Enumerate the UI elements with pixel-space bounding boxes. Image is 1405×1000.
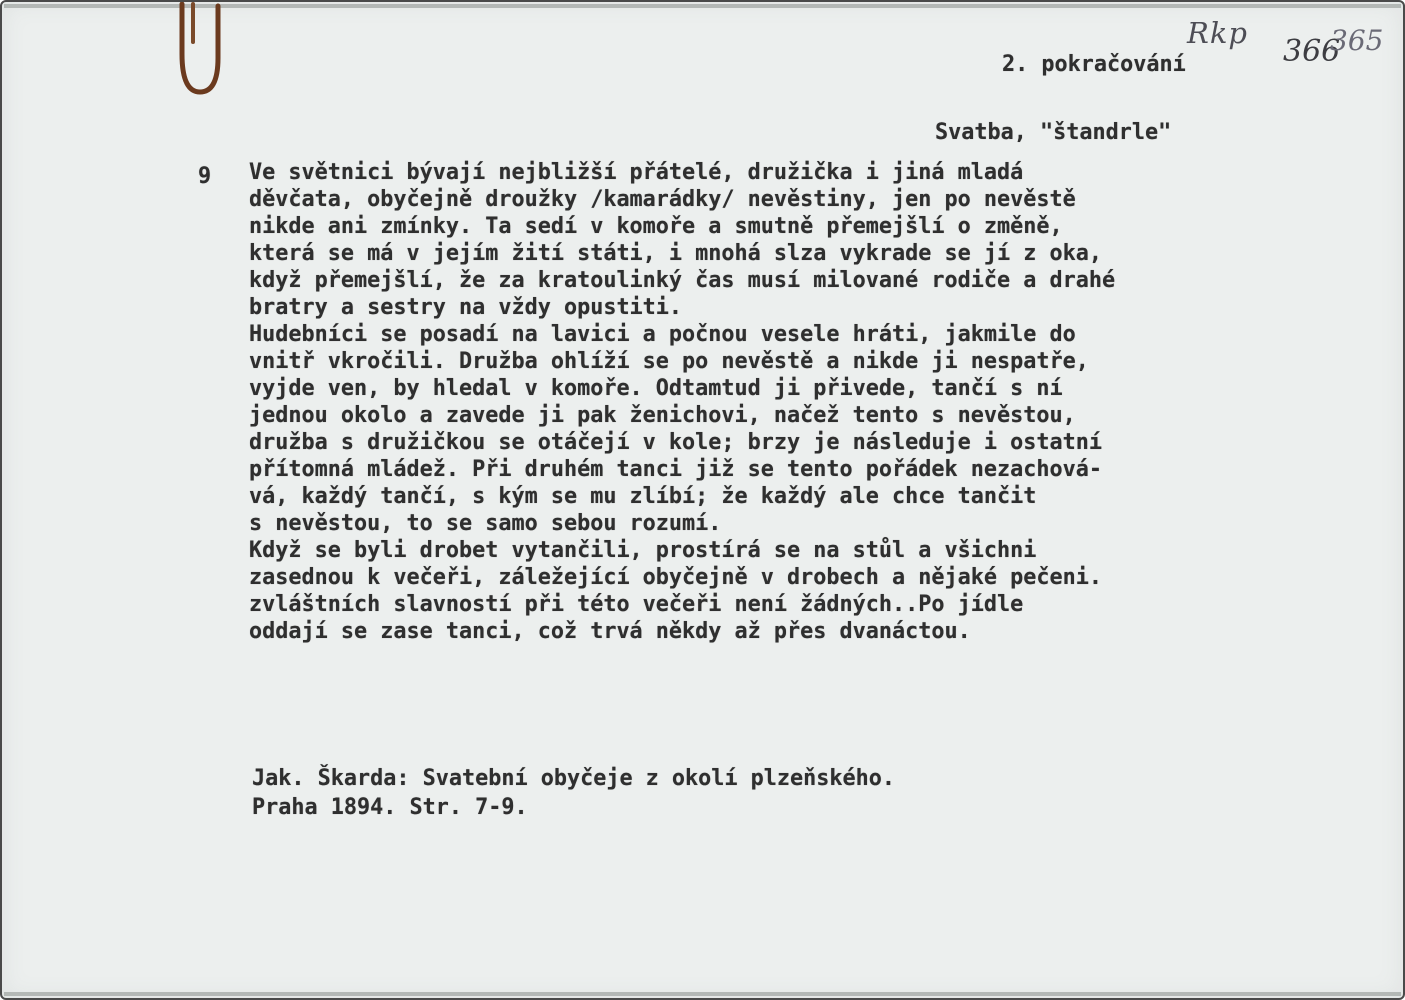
archive-number-handwritten: 365 bbox=[1330, 24, 1384, 57]
body-line: Když se byli drobet vytančili, prostírá se na stůl a všichni bbox=[249, 538, 1037, 563]
source-citation bbox=[252, 764, 895, 822]
card-bottom-edge bbox=[4, 992, 1401, 996]
source-line-author-title: Jak. Škarda: Svatební obyčeje z okolí plzeňského. bbox=[252, 766, 896, 791]
body-line: vnitř vkročili. Družba ohlíží se po nevěstě a nikde ji nespatře, bbox=[249, 349, 1089, 374]
body-text bbox=[249, 159, 1115, 645]
body-line: děvčata, obyčejně droužky /kamarádky/ nevěstiny, jen po nevěstě bbox=[249, 187, 1076, 212]
body-line: jednou okolo a zavede ji pak ženichovi, načež tento s nevěstou, bbox=[249, 403, 1076, 428]
body-line: s nevěstou, to se samo sebou rozumí. bbox=[249, 511, 722, 536]
body-line: která se má v jejím žití státi, i mnohá slza vykrade se jí z oka, bbox=[249, 241, 1102, 266]
body-line: bratry a sestry na vždy opustiti. bbox=[249, 295, 683, 320]
body-line: přítomná mládež. Při druhém tanci již se tento pořádek nezachová- bbox=[249, 457, 1102, 482]
body-line: zasednou k večeři, záležející obyčejně v drobech a nějaké pečeni. bbox=[249, 565, 1102, 590]
source-line-place-pages: Praha 1894. Str. 7-9. bbox=[252, 795, 528, 820]
body-line: zvláštních slavností při této večeři není žádných..Po jídle bbox=[249, 592, 1024, 617]
body-line: vá, každý tančí, s kým se mu zlíbí; že každý ale chce tančit bbox=[249, 484, 1037, 509]
body-line: oddají se zase tanci, což trvá někdy až přes dvanáctou. bbox=[249, 619, 971, 644]
paperclip-trace-icon bbox=[172, 2, 242, 102]
body-line: Ve světnici bývají nejbližší přátelé, družička i jiná mladá bbox=[249, 160, 1024, 185]
body-line: vyjde ven, by hledal v komoře. Odtamtud ji přivede, tančí s ní bbox=[249, 376, 1063, 401]
archive-mark-prefix: Rkp bbox=[1187, 16, 1248, 50]
body-line: nikde ani zmínky. Ta sedí v komoře a smutně přemejšlí o změně, bbox=[249, 214, 1063, 239]
body-line: Hudebníci se posadí na lavici a počnou vesele hráti, jakmile do bbox=[249, 322, 1076, 347]
continuation-label: 2. pokračování bbox=[1002, 52, 1186, 77]
document-title: Svatba, "štandrle" bbox=[935, 120, 1172, 145]
body-line: když přemejšlí, že za kratoulinký čas musí milované rodiče a drahé bbox=[249, 268, 1116, 293]
item-number: 9 bbox=[198, 164, 212, 189]
archive-number-typed: 366 bbox=[1283, 34, 1341, 69]
body-line: družba s družičkou se otáčejí v kole; brzy je následuje i ostatní bbox=[249, 430, 1102, 455]
